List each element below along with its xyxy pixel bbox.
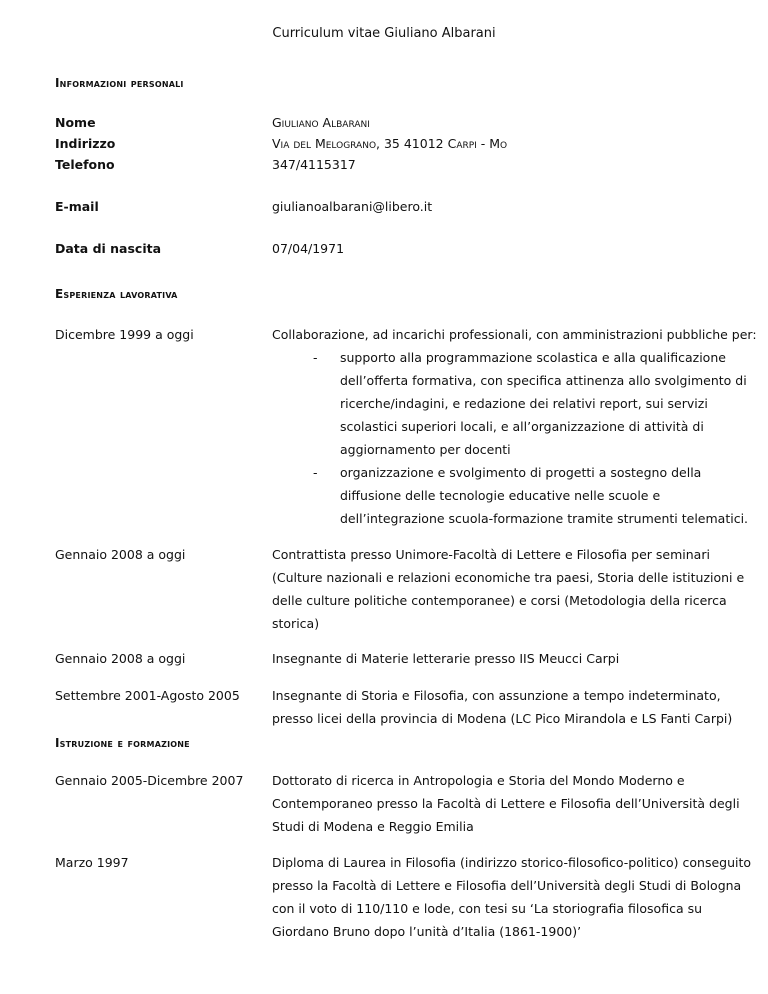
entry-text-line: presso licei della provincia di Modena (LC Pico Mirandola e LS Fanti Carpi) xyxy=(272,711,733,726)
entry-text-line: (Culture nazionali e relazioni economiche tra paesi, Storia delle istituzioni e xyxy=(272,570,745,585)
bullet-text-line: scolastici superiori locali, e all’organizzazione di attività di xyxy=(340,419,704,434)
field-value-email: giulianoalbarani@libero.it xyxy=(272,199,433,214)
bullet-text-line: aggiornamento per docenti xyxy=(340,442,511,457)
field-label-email: E-mail xyxy=(55,199,99,214)
entry-text-line: delle culture politiche contemporanee) e corsi (Metodologia della ricerca xyxy=(272,593,727,608)
section-heading-personal: Informazioni personali xyxy=(55,76,184,90)
entry-date: Gennaio 2005-Dicembre 2007 xyxy=(55,773,244,788)
bullet-text-line: supporto alla programmazione scolastica e alla qualificazione xyxy=(340,350,726,365)
entry-text-line: con il voto di 110/110 e lode, con tesi su ‘La storiografia filosofica su xyxy=(272,901,703,916)
entry-text-line: Insegnante di Storia e Filosofia, con assunzione a tempo indeterminato, xyxy=(272,688,721,703)
entry-text-line: Contrattista presso Unimore-Facoltà di Lettere e Filosofia per seminari xyxy=(272,547,710,562)
entry-date: Gennaio 2008 a oggi xyxy=(55,547,186,562)
field-label-birthdate: Data di nascita xyxy=(55,241,162,256)
field-label-phone: Telefono xyxy=(55,157,115,172)
entry-text-line: presso la Facoltà di Lettere e Filosofia dell’Università degli Studi di Bologna xyxy=(272,878,742,893)
entry-date: Gennaio 2008 a oggi xyxy=(55,651,186,666)
field-label-address: Indirizzo xyxy=(55,136,116,151)
bullet-text-line: dell’offerta formativa, con specifica attinenza allo svolgimento di xyxy=(340,373,747,388)
bullet-text-line: dell’integrazione scuola-formazione tramite strumenti telematici. xyxy=(340,511,749,526)
section-heading-education: Istruzione e formazione xyxy=(55,736,190,750)
field-value-address: Via del Melograno, 35 41012 Carpi - Mo xyxy=(272,136,508,151)
field-value-birthdate: 07/04/1971 xyxy=(272,241,345,256)
entry-text-line: Contemporaneo presso la Facoltà di Lettere e Filosofia dell’Università degli xyxy=(272,796,740,811)
page-header-title: Curriculum vitae Giuliano Albarani xyxy=(272,26,496,41)
bullet-text-line: organizzazione e svolgimento di progetti a sostegno della xyxy=(340,465,702,480)
field-label-name: Nome xyxy=(55,115,96,130)
entry-text-line: Studi di Modena e Reggio Emilia xyxy=(272,819,474,834)
entry-text-line: Giordano Bruno dopo l’unità d’Italia (1861-1900)’ xyxy=(272,924,582,939)
entry-date: Marzo 1997 xyxy=(55,855,129,870)
bullet-text-line: ricerche/indagini, e redazione dei relativi report, sui servizi xyxy=(340,396,708,411)
field-value-phone: 347/4115317 xyxy=(272,157,356,172)
section-heading-experience: Esperienza lavorativa xyxy=(55,287,178,301)
field-value-name: Giuliano Albarani xyxy=(272,115,370,130)
entry-text-line: Dottorato di ricerca in Antropologia e Storia del Mondo Moderno e xyxy=(272,773,685,788)
bullet-marker: - xyxy=(313,465,318,480)
entry-text-line: Collaborazione, ad incarichi professionali, con amministrazioni pubbliche per: xyxy=(272,327,757,342)
entry-date: Settembre 2001-Agosto 2005 xyxy=(55,688,240,703)
entry-text-line: Diploma di Laurea in Filosofia (indirizzo storico-filosofico-politico) conseguito xyxy=(272,855,752,870)
bullet-text-line: diffusione delle tecnologie educative nelle scuole e xyxy=(340,488,661,503)
bullet-marker: - xyxy=(313,350,318,365)
entry-text-line: Insegnante di Materie letterarie presso IIS Meucci Carpi xyxy=(272,651,620,666)
entry-text-line: storica) xyxy=(272,616,320,631)
entry-date: Dicembre 1999 a oggi xyxy=(55,327,194,342)
